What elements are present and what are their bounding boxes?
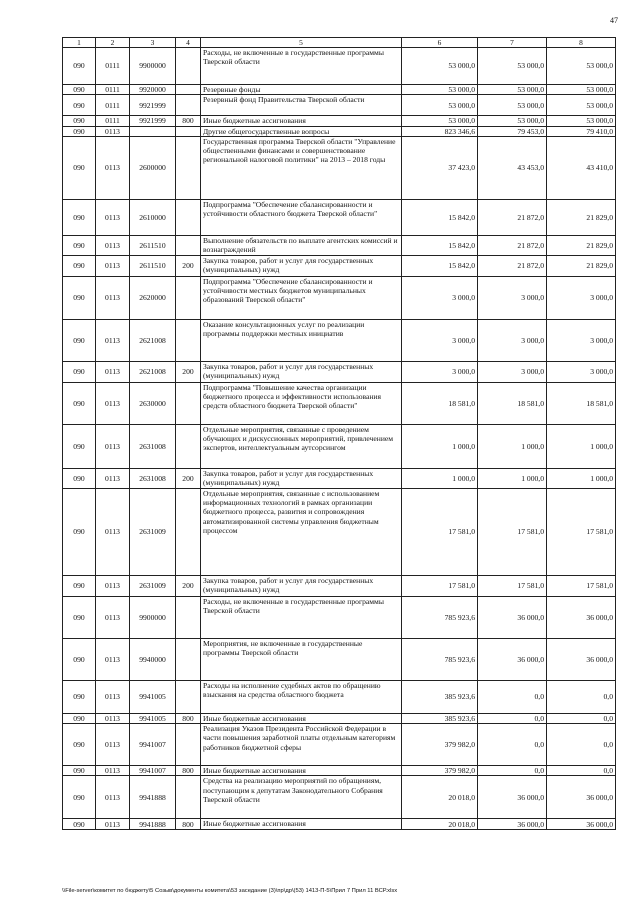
table-row <box>63 468 616 488</box>
cell-amount-year3: 21 829,0 <box>547 199 616 235</box>
cell-amount-year2: 17 581,0 <box>478 488 547 575</box>
table-row <box>63 235 616 255</box>
cell-amount-year3: 21 829,0 <box>547 255 616 276</box>
cell-amount-year3: 43 410,0 <box>547 136 616 199</box>
cell-amount-year1: 785 923,6 <box>402 638 478 680</box>
cell-amount-year1: 17 581,0 <box>402 575 478 596</box>
cell-amount-year3: 3 000,0 <box>547 361 616 382</box>
cell-admin-code: 090 <box>63 235 96 255</box>
cell-target-article: 2611510 <box>130 235 176 255</box>
cell-amount-year3: 1 000,0 <box>547 424 616 468</box>
cell-section-code: 0113 <box>96 361 130 382</box>
cell-section-code: 0113 <box>96 319 130 361</box>
cell-description: Подпрограмма "Обеспечение сбалансированности и устойчивости местных бюджетов муниципальных образований Тверской области" <box>201 276 402 319</box>
cell-expense-type <box>176 136 201 199</box>
cell-amount-year1: 15 842,0 <box>402 255 478 276</box>
cell-target-article: 9941005 <box>130 713 176 723</box>
cell-amount-year3: 36 000,0 <box>547 819 616 830</box>
cell-target-article: 9941007 <box>130 724 176 766</box>
table-row <box>63 488 616 575</box>
table-row <box>63 724 616 766</box>
cell-expense-type <box>176 276 201 319</box>
cell-amount-year3: 53 000,0 <box>547 95 616 116</box>
cell-expense-type <box>176 638 201 680</box>
cell-amount-year3: 17 581,0 <box>547 488 616 575</box>
cell-admin-code: 090 <box>63 819 96 830</box>
cell-admin-code: 090 <box>63 48 96 85</box>
cell-amount-year1: 379 982,0 <box>402 766 478 776</box>
cell-expense-type <box>176 488 201 575</box>
cell-amount-year2: 0,0 <box>478 724 547 766</box>
cell-expense-type: 800 <box>176 713 201 723</box>
cell-expense-type <box>176 776 201 819</box>
cell-admin-code: 090 <box>63 596 96 638</box>
table-row <box>63 48 616 85</box>
cell-section-code: 0113 <box>96 680 130 713</box>
cell-description: Оказание консультационных услуг по реализации программы поддержки местных инициатив <box>201 319 402 361</box>
cell-amount-year1: 15 842,0 <box>402 199 478 235</box>
cell-target-article: 9900000 <box>130 596 176 638</box>
cell-amount-year1: 53 000,0 <box>402 116 478 126</box>
cell-amount-year2: 43 453,0 <box>478 136 547 199</box>
cell-amount-year2: 53 000,0 <box>478 48 547 85</box>
table-row <box>63 199 616 235</box>
cell-amount-year2: 36 000,0 <box>478 776 547 819</box>
header-cell: 4 <box>176 38 201 48</box>
cell-admin-code: 090 <box>63 382 96 424</box>
cell-section-code: 0113 <box>96 638 130 680</box>
cell-admin-code: 090 <box>63 724 96 766</box>
cell-amount-year2: 36 000,0 <box>478 819 547 830</box>
cell-description: Закупка товаров, работ и услуг для государственных (муниципальных) нужд <box>201 255 402 276</box>
cell-target-article: 2631008 <box>130 468 176 488</box>
cell-amount-year2: 36 000,0 <box>478 596 547 638</box>
cell-target-article: 2631008 <box>130 424 176 468</box>
cell-section-code: 0113 <box>96 575 130 596</box>
cell-amount-year1: 17 581,0 <box>402 488 478 575</box>
header-cell: 7 <box>478 38 547 48</box>
table-row <box>63 361 616 382</box>
cell-target-article: 2611510 <box>130 255 176 276</box>
cell-description: Государственная программа Тверской области "Управление общественными финансами и совершенствование региональной налоговой политики" на 2013 – 2018 годы <box>201 136 402 199</box>
table-row <box>63 382 616 424</box>
cell-expense-type: 200 <box>176 255 201 276</box>
cell-admin-code: 090 <box>63 255 96 276</box>
cell-description: Иные бюджетные ассигнования <box>201 766 402 776</box>
cell-admin-code: 090 <box>63 488 96 575</box>
cell-expense-type <box>176 424 201 468</box>
cell-section-code: 0111 <box>96 48 130 85</box>
cell-amount-year1: 15 842,0 <box>402 235 478 255</box>
cell-amount-year1: 37 423,0 <box>402 136 478 199</box>
cell-target-article: 2620000 <box>130 276 176 319</box>
cell-amount-year3: 0,0 <box>547 713 616 723</box>
cell-amount-year3: 1 000,0 <box>547 468 616 488</box>
cell-expense-type <box>176 48 201 85</box>
cell-expense-type <box>176 724 201 766</box>
cell-section-code: 0113 <box>96 424 130 468</box>
cell-amount-year3: 53 000,0 <box>547 116 616 126</box>
cell-admin-code: 090 <box>63 199 96 235</box>
cell-admin-code: 090 <box>63 85 96 95</box>
cell-amount-year2: 53 000,0 <box>478 116 547 126</box>
cell-expense-type: 800 <box>176 766 201 776</box>
cell-expense-type <box>176 199 201 235</box>
cell-amount-year2: 0,0 <box>478 713 547 723</box>
table-row <box>63 136 616 199</box>
cell-section-code: 0111 <box>96 116 130 126</box>
cell-expense-type: 200 <box>176 361 201 382</box>
cell-amount-year1: 385 923,6 <box>402 680 478 713</box>
cell-section-code: 0113 <box>96 255 130 276</box>
cell-description: Закупка товаров, работ и услуг для государственных (муниципальных) нужд <box>201 575 402 596</box>
cell-amount-year1: 3 000,0 <box>402 276 478 319</box>
cell-target-article: 2630000 <box>130 382 176 424</box>
cell-amount-year1: 18 581,0 <box>402 382 478 424</box>
cell-amount-year2: 3 000,0 <box>478 319 547 361</box>
cell-description: Резервный фонд Правительства Тверской области <box>201 95 402 116</box>
cell-admin-code: 090 <box>63 766 96 776</box>
table-row <box>63 713 616 723</box>
cell-amount-year1: 385 923,6 <box>402 713 478 723</box>
table-row <box>63 255 616 276</box>
table-row <box>63 776 616 819</box>
page-number: 47 <box>610 16 618 25</box>
cell-amount-year2: 17 581,0 <box>478 575 547 596</box>
header-cell: 1 <box>63 38 96 48</box>
cell-amount-year2: 18 581,0 <box>478 382 547 424</box>
cell-expense-type <box>176 382 201 424</box>
cell-target-article: 9941007 <box>130 766 176 776</box>
cell-section-code: 0113 <box>96 724 130 766</box>
cell-expense-type <box>176 85 201 95</box>
cell-section-code: 0113 <box>96 468 130 488</box>
cell-target-article: 2610000 <box>130 199 176 235</box>
table-row <box>63 95 616 116</box>
cell-amount-year3: 79 410,0 <box>547 126 616 136</box>
cell-amount-year2: 21 872,0 <box>478 199 547 235</box>
cell-amount-year1: 785 923,6 <box>402 596 478 638</box>
cell-amount-year3: 0,0 <box>547 724 616 766</box>
cell-description: Иные бюджетные ассигнования <box>201 819 402 830</box>
cell-description: Отдельные мероприятия, связанные с проведением обучающих и дискуссионных мероприятий, привлечением экспертов, интеллектуальным аутсорсингом <box>201 424 402 468</box>
cell-amount-year1: 20 018,0 <box>402 819 478 830</box>
cell-expense-type <box>176 596 201 638</box>
cell-admin-code: 090 <box>63 276 96 319</box>
table-row <box>63 766 616 776</box>
cell-amount-year3: 21 829,0 <box>547 235 616 255</box>
cell-amount-year3: 0,0 <box>547 766 616 776</box>
cell-amount-year1: 3 000,0 <box>402 361 478 382</box>
cell-description: Резервные фонды <box>201 85 402 95</box>
cell-description: Иные бюджетные ассигнования <box>201 713 402 723</box>
header-cell: 5 <box>201 38 402 48</box>
cell-target-article: 9900000 <box>130 48 176 85</box>
table-row <box>63 319 616 361</box>
table-row <box>63 276 616 319</box>
cell-target-article: 9940000 <box>130 638 176 680</box>
cell-expense-type <box>176 126 201 136</box>
cell-section-code: 0113 <box>96 199 130 235</box>
cell-description: Расходы, не включенные в государственные программы Тверской области <box>201 48 402 85</box>
table-row <box>63 596 616 638</box>
cell-section-code: 0113 <box>96 776 130 819</box>
cell-description: Отдельные мероприятия, связанные с использованием информационных технологий в рамках организации бюджетного процесса, развития и сопровождения автоматизированной системы управления бюджетным процессом <box>201 488 402 575</box>
cell-description: Иные бюджетные ассигнования <box>201 116 402 126</box>
cell-expense-type: 800 <box>176 819 201 830</box>
cell-admin-code: 090 <box>63 575 96 596</box>
cell-target-article: 9941888 <box>130 776 176 819</box>
cell-amount-year3: 18 581,0 <box>547 382 616 424</box>
cell-description: Подпрограмма "Обеспечение сбалансированности и устойчивости областного бюджета Тверской области" <box>201 199 402 235</box>
cell-amount-year1: 3 000,0 <box>402 319 478 361</box>
cell-description: Реализация Указов Президента Российской Федерации в части повышения заработной платы отдельным категориям работников бюджетной сферы <box>201 724 402 766</box>
table-row <box>63 575 616 596</box>
cell-amount-year1: 379 982,0 <box>402 724 478 766</box>
table-row <box>63 116 616 126</box>
cell-section-code: 0113 <box>96 819 130 830</box>
cell-amount-year3: 36 000,0 <box>547 596 616 638</box>
cell-amount-year1: 1 000,0 <box>402 468 478 488</box>
cell-target-article: 9941005 <box>130 680 176 713</box>
cell-section-code: 0113 <box>96 126 130 136</box>
cell-amount-year3: 36 000,0 <box>547 638 616 680</box>
budget-table <box>62 37 616 830</box>
cell-admin-code: 090 <box>63 116 96 126</box>
cell-expense-type <box>176 319 201 361</box>
header-cell: 8 <box>547 38 616 48</box>
table-row <box>63 680 616 713</box>
table-row <box>63 819 616 830</box>
cell-description: Подпрограмма "Повышение качества организации бюджетного процесса и эффективности использования средств областного бюджета Тверской области" <box>201 382 402 424</box>
cell-amount-year3: 3 000,0 <box>547 319 616 361</box>
cell-amount-year2: 21 872,0 <box>478 255 547 276</box>
cell-amount-year2: 1 000,0 <box>478 424 547 468</box>
cell-amount-year3: 36 000,0 <box>547 776 616 819</box>
header-row <box>63 38 616 48</box>
table-row <box>63 638 616 680</box>
header-cell: 2 <box>96 38 130 48</box>
cell-amount-year1: 53 000,0 <box>402 85 478 95</box>
cell-section-code: 0111 <box>96 85 130 95</box>
cell-target-article: 9941888 <box>130 819 176 830</box>
table-row <box>63 85 616 95</box>
cell-admin-code: 090 <box>63 680 96 713</box>
cell-expense-type: 800 <box>176 116 201 126</box>
cell-amount-year2: 3 000,0 <box>478 361 547 382</box>
cell-expense-type: 200 <box>176 468 201 488</box>
cell-target-article <box>130 126 176 136</box>
cell-amount-year2: 0,0 <box>478 766 547 776</box>
cell-description: Закупка товаров, работ и услуг для государственных (муниципальных) нужд <box>201 361 402 382</box>
cell-amount-year1: 823 346,6 <box>402 126 478 136</box>
cell-section-code: 0113 <box>96 136 130 199</box>
table-row <box>63 126 616 136</box>
cell-section-code: 0113 <box>96 235 130 255</box>
cell-admin-code: 090 <box>63 776 96 819</box>
cell-section-code: 0111 <box>96 95 130 116</box>
cell-admin-code: 090 <box>63 136 96 199</box>
cell-amount-year2: 79 453,0 <box>478 126 547 136</box>
cell-section-code: 0113 <box>96 382 130 424</box>
cell-expense-type: 200 <box>176 575 201 596</box>
cell-description: Мероприятия, не включенные в государственные программы Тверской области <box>201 638 402 680</box>
cell-section-code: 0113 <box>96 713 130 723</box>
cell-description: Средства на реализацию мероприятий по обращениям, поступающим к депутатам Законодательного Собрания Тверской области <box>201 776 402 819</box>
cell-target-article: 2631009 <box>130 575 176 596</box>
cell-admin-code: 090 <box>63 424 96 468</box>
cell-amount-year2: 53 000,0 <box>478 95 547 116</box>
cell-expense-type <box>176 95 201 116</box>
cell-expense-type <box>176 680 201 713</box>
cell-admin-code: 090 <box>63 95 96 116</box>
table-row <box>63 424 616 468</box>
cell-admin-code: 090 <box>63 319 96 361</box>
cell-target-article: 2631009 <box>130 488 176 575</box>
cell-amount-year3: 17 581,0 <box>547 575 616 596</box>
cell-description: Другие общегосударственные вопросы <box>201 126 402 136</box>
cell-amount-year1: 53 000,0 <box>402 95 478 116</box>
cell-amount-year2: 53 000,0 <box>478 85 547 95</box>
cell-admin-code: 090 <box>63 361 96 382</box>
file-path-footer: \\File-server\комитет по бюджету\5 Созыв\документы комитета\53 заседание (3)\пр\др\(53) 1413-П-5\Прил 7 Прил 11 ВСР.xlsx <box>62 888 398 894</box>
header-cell: 6 <box>402 38 478 48</box>
cell-amount-year3: 53 000,0 <box>547 85 616 95</box>
cell-description: Закупка товаров, работ и услуг для государственных (муниципальных) нужд <box>201 468 402 488</box>
cell-amount-year3: 53 000,0 <box>547 48 616 85</box>
cell-target-article: 9920000 <box>130 85 176 95</box>
cell-amount-year2: 3 000,0 <box>478 276 547 319</box>
cell-section-code: 0113 <box>96 488 130 575</box>
cell-admin-code: 090 <box>63 126 96 136</box>
cell-section-code: 0113 <box>96 276 130 319</box>
cell-expense-type <box>176 235 201 255</box>
cell-amount-year3: 0,0 <box>547 680 616 713</box>
cell-admin-code: 090 <box>63 713 96 723</box>
cell-amount-year3: 3 000,0 <box>547 276 616 319</box>
cell-amount-year1: 53 000,0 <box>402 48 478 85</box>
cell-section-code: 0113 <box>96 596 130 638</box>
cell-admin-code: 090 <box>63 638 96 680</box>
cell-target-article: 9921999 <box>130 95 176 116</box>
cell-description: Расходы на исполнение судебных актов по обращению взыскания на средства областного бюджета <box>201 680 402 713</box>
cell-target-article: 2621008 <box>130 319 176 361</box>
cell-amount-year1: 1 000,0 <box>402 424 478 468</box>
cell-amount-year2: 21 872,0 <box>478 235 547 255</box>
cell-admin-code: 090 <box>63 468 96 488</box>
cell-amount-year2: 0,0 <box>478 680 547 713</box>
header-cell: 3 <box>130 38 176 48</box>
cell-description: Расходы, не включенные в государственные программы Тверской области <box>201 596 402 638</box>
cell-amount-year1: 20 018,0 <box>402 776 478 819</box>
cell-target-article: 2621008 <box>130 361 176 382</box>
cell-amount-year2: 36 000,0 <box>478 638 547 680</box>
cell-target-article: 2600000 <box>130 136 176 199</box>
cell-description: Выполнение обязательств по выплате агентских комиссий и вознаграждений <box>201 235 402 255</box>
cell-amount-year2: 1 000,0 <box>478 468 547 488</box>
cell-target-article: 9921999 <box>130 116 176 126</box>
cell-section-code: 0113 <box>96 766 130 776</box>
